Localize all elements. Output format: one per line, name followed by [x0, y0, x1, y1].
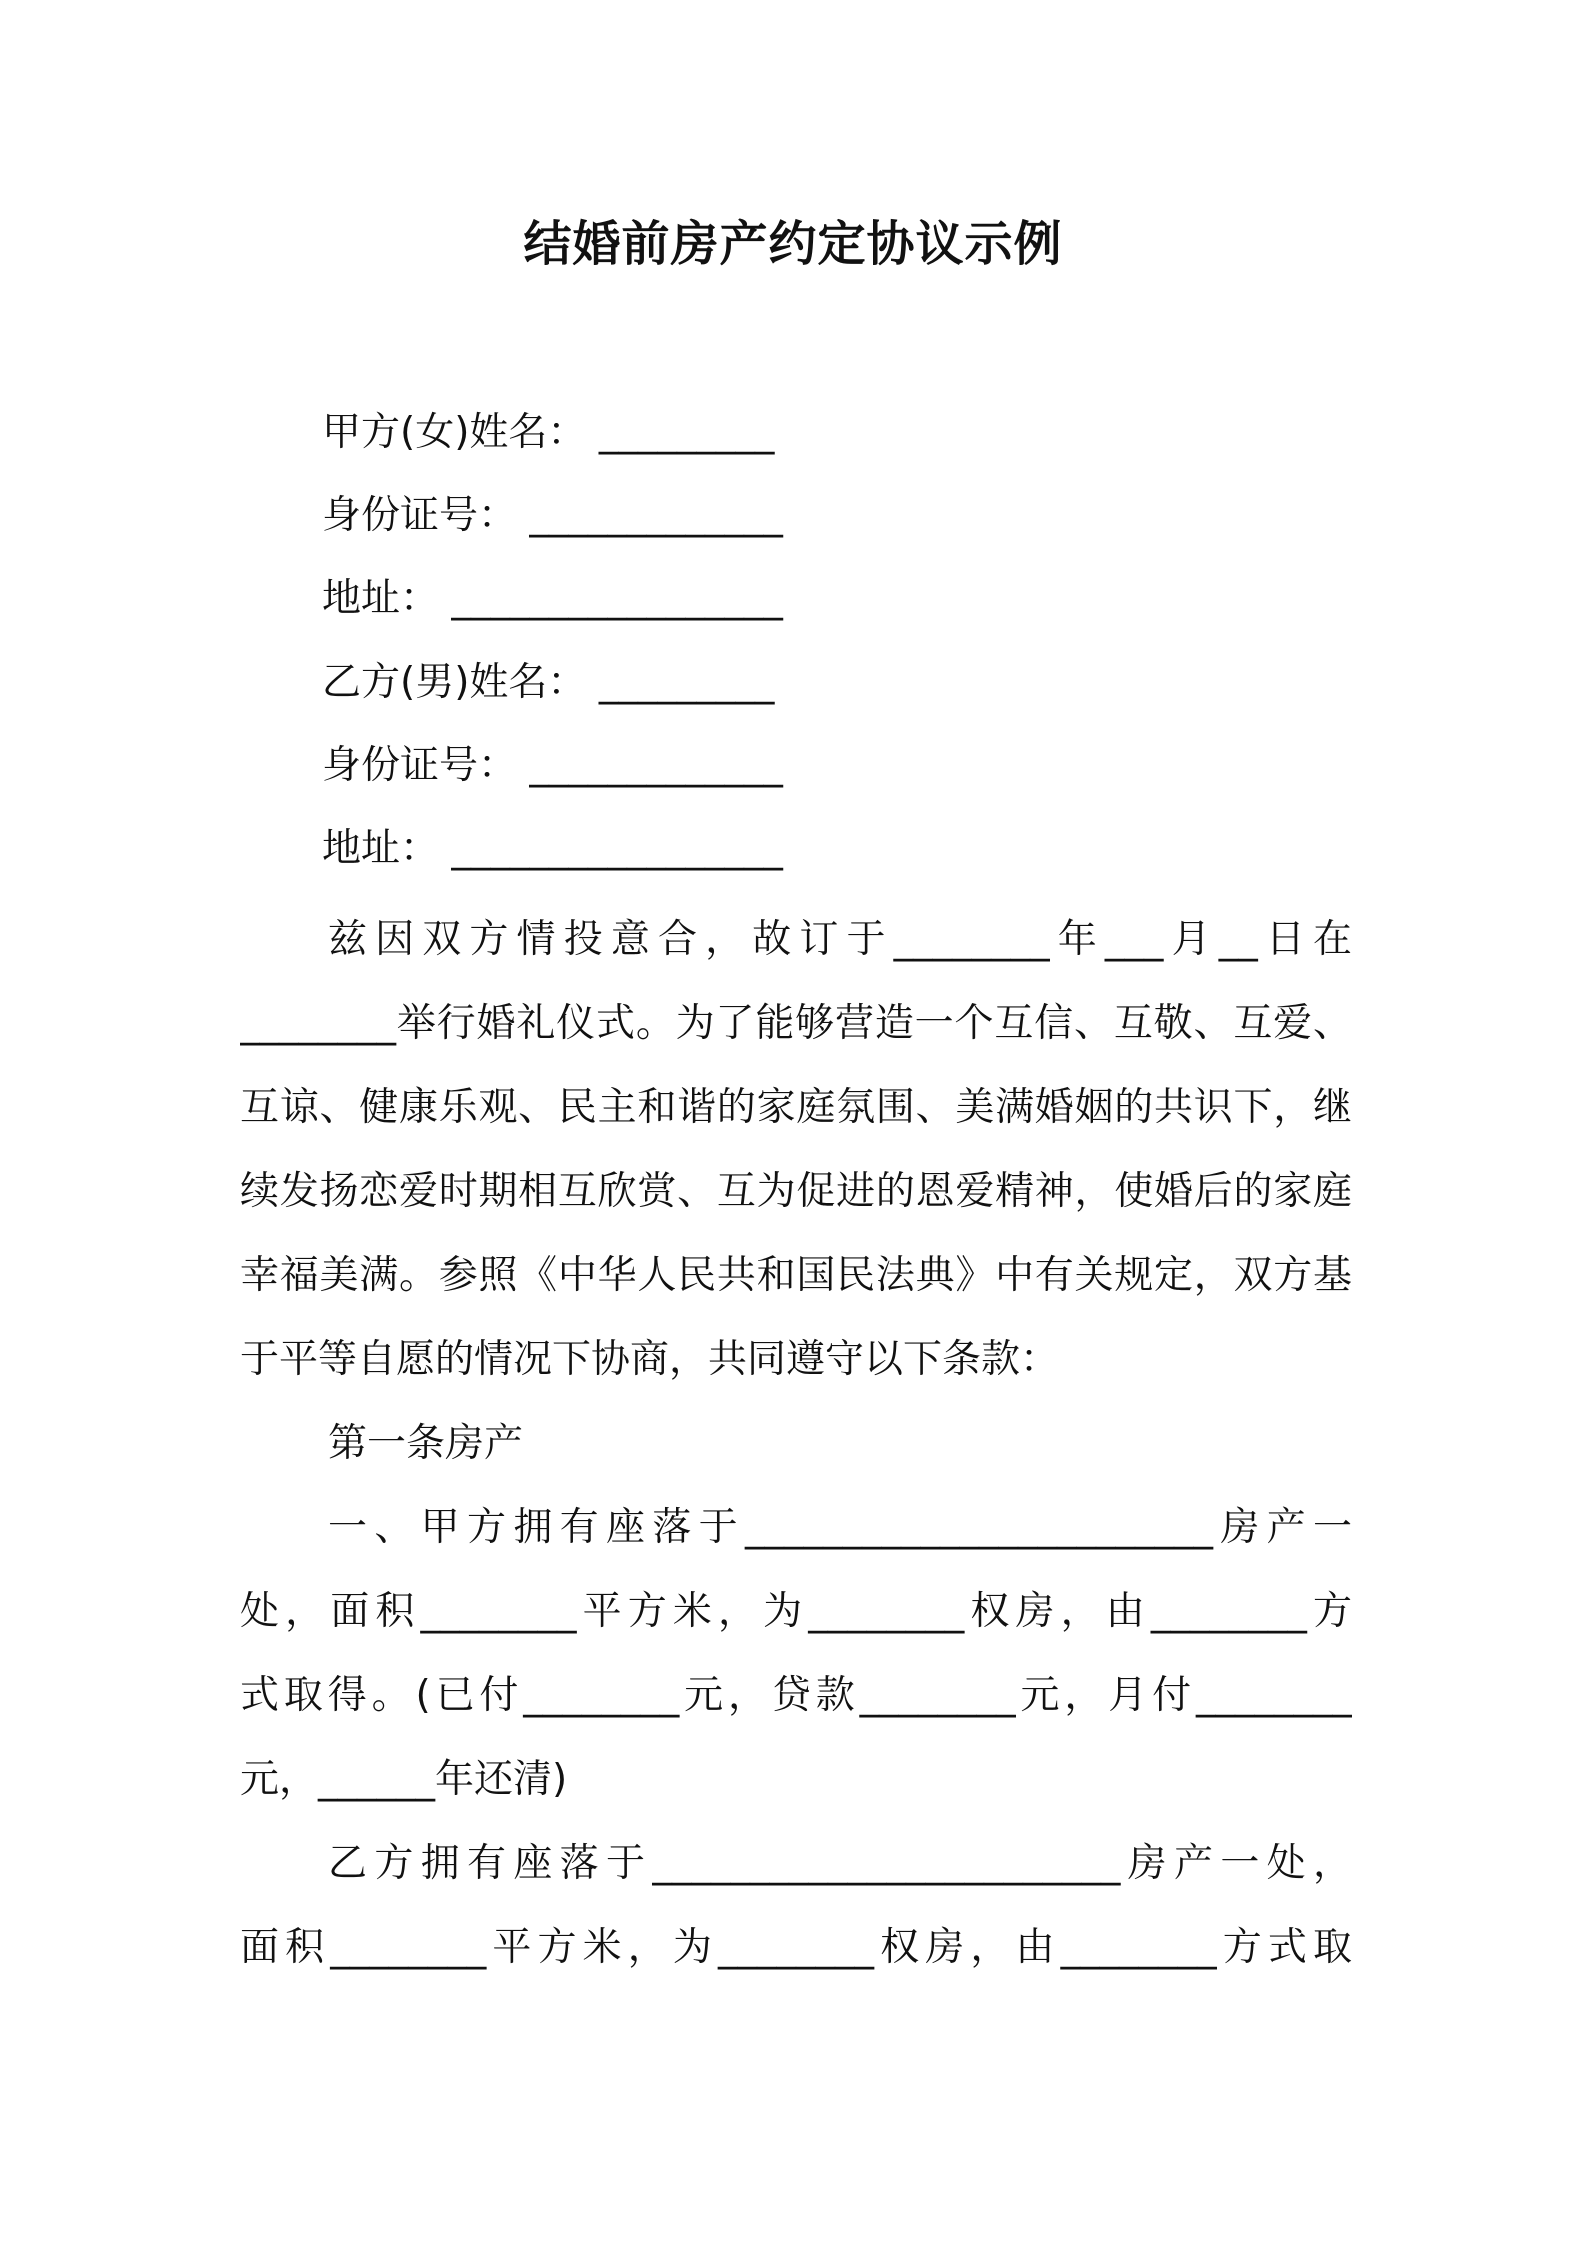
party-a-address-field [322, 571, 783, 627]
preamble-line: 于平等自愿的情况下协商，共同遵守以下条款： [240, 1337, 1060, 1382]
party-b-address-field [322, 821, 783, 877]
party-a-name-field [322, 405, 774, 461]
preamble-line: 兹因双方情投意合，故订于________年___月__日在 [328, 917, 1352, 962]
article-1-section [240, 1402, 1352, 1486]
article-1-clause-b [240, 1822, 1352, 1990]
document-title: 结婚前房产约定协议示例 [523, 216, 1063, 272]
clause-a-line: 式取得。(已付________元，贷款________元，月付________ [240, 1673, 1352, 1718]
preamble-paragraph [240, 898, 1352, 1402]
party-a-name-blank[interactable]: _________ [598, 410, 775, 455]
clause-a-line: 元，______年还清) [240, 1757, 568, 1802]
party-a-name-label: 甲方(女)姓名： [322, 410, 587, 455]
party-a-id-label: 身份证号： [322, 493, 518, 538]
party-b-name-field [322, 655, 774, 711]
party-b-id-blank[interactable]: _____________ [529, 743, 783, 788]
party-b-address-blank[interactable]: _________________ [451, 826, 783, 871]
preamble-line: 续发扬恋爱时期相互欣赏、互为促进的恩爱精神，使婚后的家庭 [240, 1169, 1352, 1214]
party-a-address-label: 地址： [322, 576, 440, 621]
clause-a-line: 一、甲方拥有座落于________________________房产一 [328, 1505, 1352, 1550]
clause-a-line: 处，面积________平方米，为________权房，由________方 [240, 1589, 1352, 1634]
preamble-line: 幸福美满。参照《中华人民共和国民法典》中有关规定，双方基 [240, 1253, 1352, 1298]
party-b-id-field [322, 738, 783, 794]
party-b-name-blank[interactable]: _________ [598, 660, 775, 705]
party-a-address-blank[interactable]: _________________ [451, 576, 783, 621]
article-1-heading: 第一条房产 [328, 1421, 524, 1466]
clause-b-line: 面积________平方米，为________权房，由________方式取 [240, 1925, 1352, 1970]
article-1-clause-a [240, 1486, 1352, 1822]
preamble-line: ________举行婚礼仪式。为了能够营造一个互信、互敬、互爱、 [240, 1001, 1352, 1046]
party-b-id-label: 身份证号： [322, 743, 518, 788]
preamble-line: 互谅、健康乐观、民主和谐的家庭氛围、美满婚姻的共识下，继 [240, 1085, 1352, 1130]
party-a-id-blank[interactable]: _____________ [529, 493, 783, 538]
party-b-name-label: 乙方(男)姓名： [322, 660, 587, 705]
party-b-address-label: 地址： [322, 826, 440, 871]
clause-b-line: 乙方拥有座落于________________________房产一处， [328, 1841, 1352, 1886]
party-a-id-field [322, 488, 783, 544]
